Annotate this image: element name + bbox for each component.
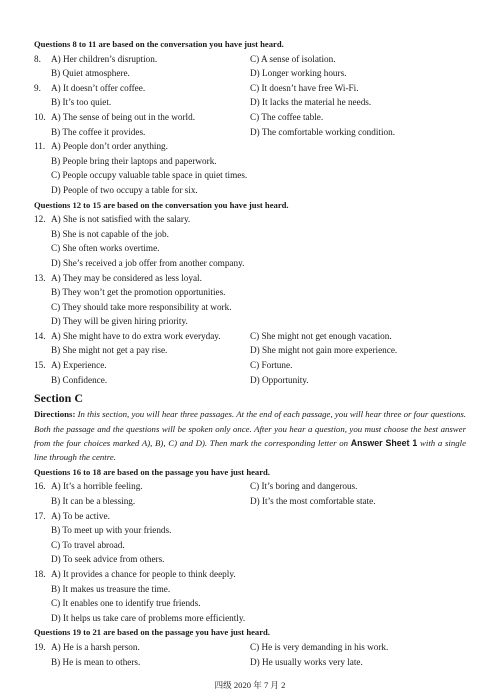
option-c: C) She often works overtime. (51, 243, 160, 254)
question-group-heading: Questions 8 to 11 are based on the conversation you have just heard. (34, 39, 284, 49)
question-group-heading: Questions 19 to 21 are based on the passage you have just heard. (34, 627, 270, 638)
option-c: C) They should take more responsibility at work. (51, 301, 232, 312)
directions-paragraph (34, 407, 466, 465)
question-15 (34, 358, 500, 373)
question-17-option-c (34, 538, 500, 553)
question-17-option-d (34, 552, 500, 567)
option-d: D) It’s the most comfortable state. (250, 496, 376, 507)
option-b: B) She might not get a pay rise. (51, 345, 168, 356)
answer-sheet-reference: Answer Sheet 1 (350, 438, 418, 449)
option-d: D) Opportunity. (250, 374, 309, 385)
option-b: B) Quiet atmosphere. (51, 68, 130, 79)
question-18-option-d (34, 611, 500, 626)
question-14-row2 (34, 343, 500, 358)
directions-label: Directions: (34, 409, 76, 420)
page-footer: 四级 2020 年 7 月 2 (214, 680, 286, 690)
option-b: B) The coffee it provides. (51, 126, 146, 137)
option-a: A) She might have to do extra work everyday. (51, 330, 221, 341)
section-heading: Section C (34, 391, 83, 406)
option-c: C) She might not get enough vacation. (250, 330, 392, 341)
option-b: B) He is mean to others. (51, 656, 141, 667)
option-c: C) To travel abroad. (51, 539, 125, 550)
question-18-option-b (34, 582, 500, 597)
question-10-row2 (34, 125, 500, 140)
question-13-option-b (34, 285, 500, 300)
question-13-option-d (34, 314, 500, 329)
option-b: B) She is not capable of the job. (51, 228, 169, 239)
question-10 (34, 110, 500, 125)
option-a: A) It’s a horrible feeling. (51, 481, 143, 492)
question-16 (34, 479, 500, 494)
question-number: 18. (34, 569, 46, 580)
question-19-row2 (34, 655, 500, 670)
option-b: B) They won’t get the promotion opportunities. (51, 287, 226, 298)
option-c: C) He is very demanding in his work. (250, 642, 389, 652)
option-d: D) To seek advice from others. (51, 554, 165, 565)
option-a: A) It provides a chance for people to think deeply. (51, 569, 236, 580)
question-number: 10. (34, 111, 46, 122)
question-9 (34, 81, 500, 96)
directions-text: In this section, you will hear three passages. At the end of each passage, you will hear three or four questions. Both the passage and the questions will be spoken only once. After you hear a question, you must choose the best answer from the four choices marked A), B), C) and D). Then mark the corresponding letter on (34, 409, 466, 449)
question-9-row2 (34, 95, 500, 110)
question-11 (34, 139, 500, 154)
question-11-option-c (34, 168, 500, 183)
option-a: A) Her children’s disruption. (51, 53, 158, 64)
question-number: 9. (34, 82, 41, 93)
question-16-row2 (34, 494, 500, 509)
question-number: 13. (34, 272, 46, 283)
option-d: D) It helps us take care of problems more efficiently. (51, 612, 246, 623)
question-number: 16. (34, 481, 46, 492)
option-a: A) People don’t order anything. (51, 141, 168, 152)
option-d: D) She’s received a job offer from another company. (51, 257, 245, 268)
question-number: 15. (34, 360, 46, 371)
question-number: 8. (34, 53, 41, 64)
question-11-option-d (34, 183, 500, 198)
question-number: 19. (34, 642, 46, 652)
question-18 (34, 567, 500, 582)
question-13 (34, 271, 500, 286)
option-d: D) He usually works very late. (250, 656, 363, 667)
question-8 (34, 52, 500, 67)
question-group-heading: Questions 12 to 15 are based on the conversation you have just heard. (34, 199, 289, 210)
option-b: B) It can be a blessing. (51, 496, 136, 507)
question-8-row2 (34, 66, 500, 81)
directions-text-end: with a single line through the centre. (34, 438, 467, 463)
question-group-heading: Questions 16 to 18 are based on the passage you have just heard. (34, 466, 270, 477)
question-number: 11. (34, 141, 46, 152)
option-a: A) To be active. (51, 510, 110, 521)
option-d: D) The comfortable working condition. (250, 126, 396, 137)
option-d: D) They will be given hiring priority. (51, 316, 188, 327)
question-18-option-c (34, 596, 500, 611)
option-c: C) It enables one to identify true friends. (51, 598, 201, 609)
option-a: A) She is not satisfied with the salary. (51, 214, 191, 225)
option-a: A) It doesn’t offer coffee. (51, 82, 146, 93)
option-c: C) People occupy valuable table space in quiet times. (51, 170, 248, 181)
option-c: C) Fortune. (250, 360, 293, 371)
option-c: C) It’s boring and dangerous. (250, 481, 358, 492)
option-c: C) It doesn’t have free Wi-Fi. (250, 82, 359, 93)
option-a: A) Experience. (51, 360, 107, 371)
option-b: B) Confidence. (51, 374, 108, 385)
question-number: 12. (34, 214, 46, 225)
question-12-option-b (34, 227, 500, 242)
question-12 (34, 212, 500, 227)
question-17 (34, 509, 500, 524)
option-d: D) It lacks the material he needs. (250, 97, 372, 108)
option-d: D) People of two occupy a table for six. (51, 184, 198, 195)
question-15-row2 (34, 373, 500, 388)
question-14 (34, 329, 500, 344)
question-number: 14. (34, 330, 46, 341)
option-a: A) They may be considered as less loyal. (51, 272, 202, 283)
option-d: D) Longer working hours. (250, 68, 347, 79)
option-c: C) The coffee table. (250, 111, 324, 122)
question-13-option-c (34, 300, 500, 315)
option-a: A) The sense of being out in the world. (51, 111, 195, 122)
question-17-option-b (34, 523, 500, 538)
question-19 (34, 640, 500, 655)
option-b: B) People bring their laptops and paperwork. (51, 155, 217, 166)
option-d: D) She might not gain more experience. (250, 345, 398, 356)
question-number: 17. (34, 510, 46, 521)
option-b: B) It’s too quiet. (51, 97, 112, 108)
question-11-option-b (34, 154, 500, 169)
question-12-option-c (34, 241, 500, 256)
option-c: C) A sense of isolation. (250, 53, 336, 64)
question-12-option-d (34, 256, 500, 271)
option-a: A) He is a harsh person. (51, 642, 140, 652)
option-b: B) To meet up with your friends. (51, 525, 172, 536)
option-b: B) It makes us treasure the time. (51, 583, 171, 594)
